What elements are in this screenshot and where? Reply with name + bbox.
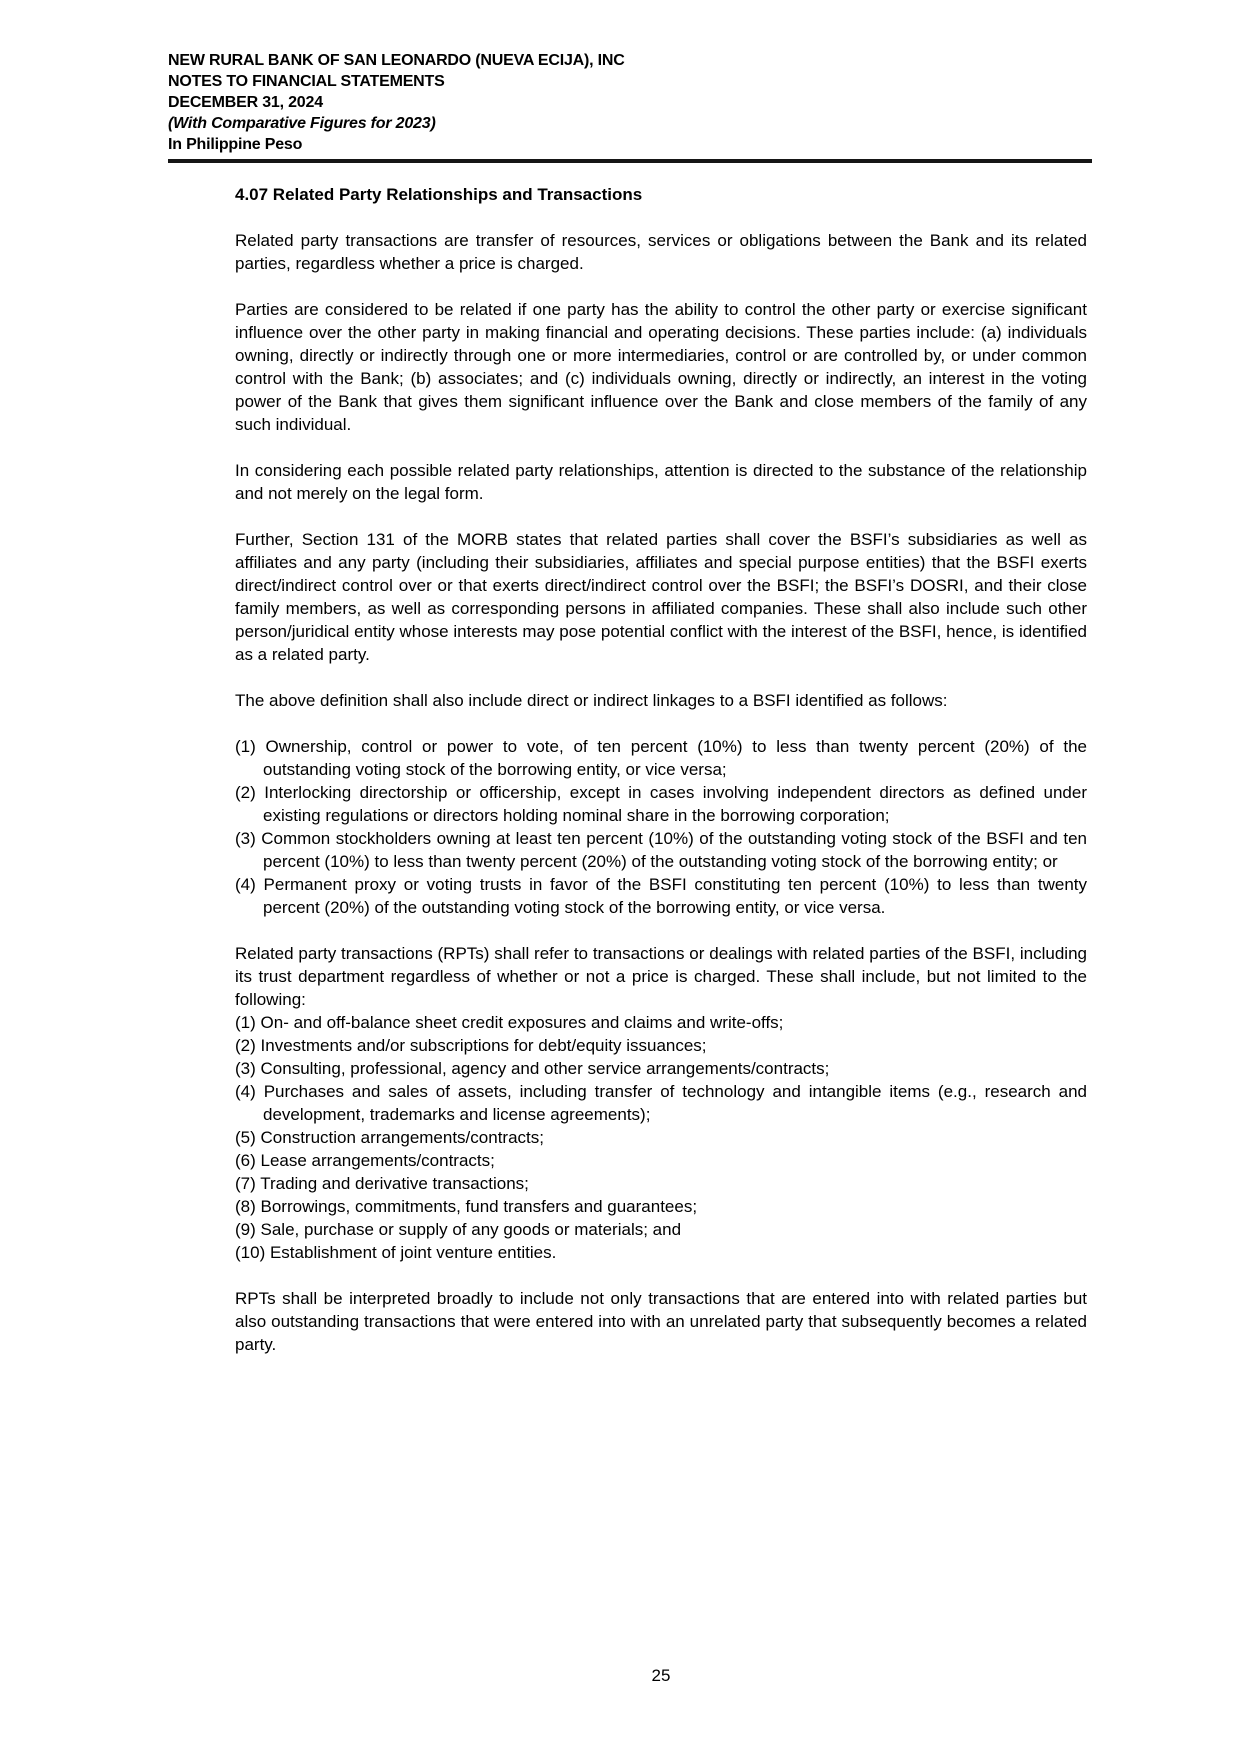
list-item-text: Borrowings, commitments, fund transfers and guarantees; bbox=[260, 1197, 698, 1216]
list-item bbox=[235, 1172, 1087, 1195]
paragraph-rpt-definition: Related party transactions (RPTs) shall refer to transactions or dealings with related parties of the BSFI, including its trust department regardless of whether or not a price is charged. These shall include, but not limited to the following: bbox=[235, 944, 1087, 1009]
list-item bbox=[235, 827, 1087, 873]
paragraph-linkages-intro: The above definition shall also include direct or indirect linkages to a BSFI identified as follows: bbox=[235, 691, 948, 710]
list-item bbox=[235, 735, 1087, 781]
list-item-text: Permanent proxy or voting trusts in favor of the BSFI constituting ten percent (10%) to less than twenty percent (20%) of the outstanding voting stock of the borrowing entity, or vice versa. bbox=[263, 875, 1087, 917]
list-item-marker: (3) bbox=[235, 829, 256, 848]
list-item-marker: (10) bbox=[235, 1243, 266, 1262]
list-item bbox=[235, 1241, 1087, 1264]
list-item-marker: (1) bbox=[235, 737, 256, 756]
list-item-marker: (4) bbox=[235, 875, 256, 894]
list-item-marker: (1) bbox=[235, 1013, 256, 1032]
section-heading: 4.07 Related Party Relationships and Transactions bbox=[235, 185, 643, 204]
header-bank-name: NEW RURAL BANK OF SAN LEONARDO (NUEVA ECIJA), INC bbox=[168, 52, 625, 69]
header-comparative-note: (With Comparative Figures for 2023) bbox=[168, 115, 436, 132]
rpt-list bbox=[235, 1011, 1087, 1264]
list-item-text: Trading and derivative transactions; bbox=[260, 1174, 529, 1193]
list-item-text: Construction arrangements/contracts; bbox=[260, 1128, 544, 1147]
list-item-text: On- and off-balance sheet credit exposures and claims and write-offs; bbox=[260, 1013, 784, 1032]
list-item bbox=[235, 781, 1087, 827]
list-item-text: Ownership, control or power to vote, of ten percent (10%) to less than twenty percent (20%) of the outstanding voting stock of the borrowing entity, or vice versa; bbox=[263, 737, 1087, 779]
paragraph-morb-section-131: Further, Section 131 of the MORB states that related parties shall cover the BSFI’s subsidiaries as well as affiliates and any party (including their subsidiaries, affiliates and special purpose entities) that the BSFI exerts direct/indirect control over or that exerts direct/indirect control over the BSFI; the BSFI’s DOSRI, and their close family members, as well as corresponding persons in affiliated companies. These shall also include such other person/juridical entity whose interests may pose potential conflict with the interest of the BSFI, hence, is identified as a related party. bbox=[235, 530, 1087, 664]
list-item-text: Consulting, professional, agency and other service arrangements/contracts; bbox=[260, 1059, 830, 1078]
linkage-list bbox=[235, 735, 1087, 919]
paragraph-substance: In considering each possible related party relationships, attention is directed to the substance of the relationship and not merely on the legal form. bbox=[235, 461, 1087, 503]
list-item bbox=[235, 1149, 1087, 1172]
list-item-marker: (7) bbox=[235, 1174, 256, 1193]
page-number: 25 bbox=[651, 1666, 671, 1685]
list-item bbox=[235, 873, 1087, 919]
header-currency-note: In Philippine Peso bbox=[168, 136, 303, 153]
list-item-text: Common stockholders owning at least ten percent (10%) of the outstanding voting stock of the BSFI and ten percent (10%) to less than twenty percent (20%) of the outstanding voting stock of the borrowing entity; or bbox=[261, 829, 1087, 871]
list-item-text: Establishment of joint venture entities. bbox=[269, 1243, 557, 1262]
list-item-text: Lease arrangements/contracts; bbox=[260, 1151, 495, 1170]
list-item-marker: (3) bbox=[235, 1059, 256, 1078]
list-item-text: Interlocking directorship or officership, except in cases involving independent directors as defined under existing regulations or directors holding nominal share in the borrowing corporation; bbox=[263, 783, 1087, 825]
header-doc-title: NOTES TO FINANCIAL STATEMENTS bbox=[168, 73, 445, 90]
list-item bbox=[235, 1218, 1087, 1241]
header-divider-rule bbox=[168, 159, 1092, 163]
list-item-text: Purchases and sales of assets, including transfer of technology and intangible items (e.g., research and development, trademarks and license agreements); bbox=[263, 1082, 1087, 1124]
list-item-marker: (8) bbox=[235, 1197, 256, 1216]
paragraph-intro: Related party transactions are transfer of resources, services or obligations between the Bank and its related parties, regardless whether a price is charged. bbox=[235, 231, 1087, 273]
list-item bbox=[235, 1080, 1087, 1126]
list-item-marker: (5) bbox=[235, 1128, 256, 1147]
list-item bbox=[235, 1011, 1087, 1034]
list-item-marker: (6) bbox=[235, 1151, 256, 1170]
list-item-text: Sale, purchase or supply of any goods or materials; and bbox=[260, 1220, 682, 1239]
list-item-marker: (9) bbox=[235, 1220, 256, 1239]
list-item bbox=[235, 1057, 1087, 1080]
paragraph-related-definition: Parties are considered to be related if one party has the ability to control the other party or exercise significant influence over the other party in making financial and operating decisions. These parties include: (a) individuals owning, directly or indirectly through one or more intermediaries, control or are controlled by, or under common control with the Bank; (b) associates; and (c) individuals owning, directly or indirectly, an interest in the voting power of the Bank that gives them significant influence over the Bank and close members of the family of any such individual. bbox=[235, 300, 1087, 434]
list-item bbox=[235, 1034, 1087, 1057]
list-item bbox=[235, 1195, 1087, 1218]
list-item-text: Investments and/or subscriptions for debt/equity issuances; bbox=[260, 1036, 707, 1055]
paragraph-rpt-interpretation: RPTs shall be interpreted broadly to include not only transactions that are entered into with related parties but also outstanding transactions that were entered into with an unrelated party that subsequently becomes a related party. bbox=[235, 1289, 1087, 1354]
document-body bbox=[235, 183, 1087, 1356]
header-date: DECEMBER 31, 2024 bbox=[168, 94, 323, 111]
list-item bbox=[235, 1126, 1087, 1149]
list-item-marker: (2) bbox=[235, 783, 256, 802]
list-item-marker: (2) bbox=[235, 1036, 256, 1055]
document-header bbox=[168, 50, 1098, 155]
list-item-marker: (4) bbox=[235, 1082, 256, 1101]
